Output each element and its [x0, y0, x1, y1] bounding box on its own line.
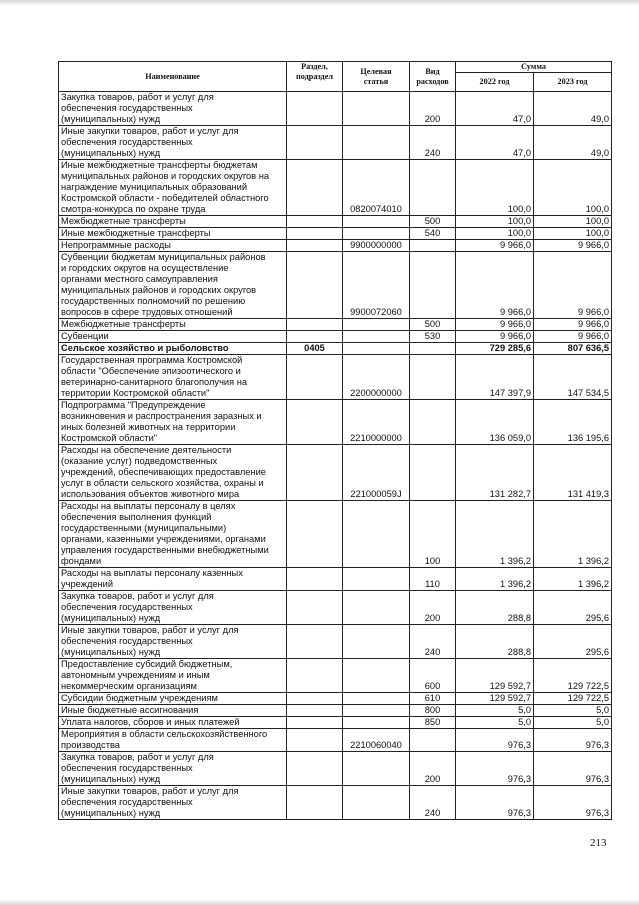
cell-section — [287, 126, 343, 160]
table-row — [59, 445, 612, 501]
table-row — [59, 625, 612, 659]
cell-target: 0820074010 — [343, 160, 410, 216]
cell-name: Иные закупки товаров, работ и услуг для обеспечения государственных (муниципальных) нужд — [59, 786, 287, 820]
table-row — [59, 568, 612, 591]
cell-name: Расходы на выплаты персоналу казенных учреждений — [59, 568, 287, 591]
cell-2023: 100,0 — [534, 216, 612, 228]
cell-target — [343, 501, 410, 568]
cell-2022: 288,8 — [456, 625, 534, 659]
cell-section — [287, 591, 343, 625]
cell-2023: 976,3 — [534, 729, 612, 752]
cell-2023: 807 636,5 — [534, 343, 612, 355]
cell-2023: 147 534,5 — [534, 355, 612, 400]
cell-kind — [410, 400, 456, 445]
table-header — [59, 62, 612, 92]
cell-section — [287, 717, 343, 729]
cell-section — [287, 355, 343, 400]
table-row — [59, 252, 612, 319]
cell-name: Закупка товаров, работ и услуг для обеспечения государственных (муниципальных) нужд — [59, 752, 287, 786]
table-row — [59, 705, 612, 717]
cell-section — [287, 693, 343, 705]
cell-2023: 129 722,5 — [534, 659, 612, 693]
cell-target — [343, 717, 410, 729]
header-kind: Вид расходов — [410, 62, 456, 92]
cell-kind: 200 — [410, 591, 456, 625]
cell-target — [343, 693, 410, 705]
cell-2022: 100,0 — [456, 216, 534, 228]
cell-name: Мероприятия в области сельскохозяйственного производства — [59, 729, 287, 752]
table-row — [59, 240, 612, 252]
cell-2022: 100,0 — [456, 160, 534, 216]
cell-name: Уплата налогов, сборов и иных платежей — [59, 717, 287, 729]
cell-kind: 600 — [410, 659, 456, 693]
cell-target: 221000059J — [343, 445, 410, 501]
table-row — [59, 160, 612, 216]
cell-2023: 295,6 — [534, 591, 612, 625]
cell-target — [343, 752, 410, 786]
cell-section — [287, 240, 343, 252]
cell-2023: 100,0 — [534, 160, 612, 216]
cell-name: Иные закупки товаров, работ и услуг для обеспечения государственных (муниципальных) нужд — [59, 126, 287, 160]
table-row — [59, 331, 612, 343]
cell-name: Иные закупки товаров, работ и услуг для обеспечения государственных (муниципальных) нужд — [59, 625, 287, 659]
cell-name: Субвенции бюджетам муниципальных районов и городских округов на осуществление органами местного самоуправления муниципальных районов и городских округов государственных полномочий по решению вопросов в сфере трудовых отношений — [59, 252, 287, 319]
cell-2023: 100,0 — [534, 228, 612, 240]
cell-target — [343, 216, 410, 228]
table-row — [59, 786, 612, 820]
cell-section — [287, 659, 343, 693]
cell-target — [343, 786, 410, 820]
cell-section — [287, 228, 343, 240]
cell-2023: 976,3 — [534, 752, 612, 786]
cell-2022: 136 059,0 — [456, 400, 534, 445]
scan-bottom-edge — [0, 899, 639, 905]
cell-kind — [410, 729, 456, 752]
cell-section — [287, 216, 343, 228]
cell-section — [287, 92, 343, 126]
table-row — [59, 228, 612, 240]
cell-2023: 49,0 — [534, 92, 612, 126]
cell-target — [343, 228, 410, 240]
cell-2023: 9 966,0 — [534, 331, 612, 343]
cell-kind — [410, 445, 456, 501]
header-sum: Сумма — [456, 62, 612, 73]
cell-kind — [410, 240, 456, 252]
table-row — [59, 400, 612, 445]
cell-name: Субсидии бюджетным учреждениям — [59, 693, 287, 705]
budget-table — [58, 61, 612, 820]
cell-section — [287, 786, 343, 820]
cell-kind: 610 — [410, 693, 456, 705]
cell-target: 2210000000 — [343, 400, 410, 445]
table-row — [59, 501, 612, 568]
cell-2023: 1 396,2 — [534, 568, 612, 591]
cell-kind — [410, 355, 456, 400]
cell-2022: 129 592,7 — [456, 659, 534, 693]
page-number: 213 — [590, 837, 607, 849]
cell-kind — [410, 160, 456, 216]
cell-section — [287, 160, 343, 216]
cell-target: 2200000000 — [343, 355, 410, 400]
cell-kind: 240 — [410, 625, 456, 659]
cell-kind: 850 — [410, 717, 456, 729]
cell-2022: 1 396,2 — [456, 501, 534, 568]
cell-target: 9900072060 — [343, 252, 410, 319]
cell-kind: 540 — [410, 228, 456, 240]
cell-kind — [410, 343, 456, 355]
cell-2022: 9 966,0 — [456, 331, 534, 343]
table-row — [59, 752, 612, 786]
cell-target — [343, 591, 410, 625]
cell-name: Предоставление субсидий бюджетным, автономным учреждениям и иным некоммерческим организациям — [59, 659, 287, 693]
table-row — [59, 659, 612, 693]
cell-name: Расходы на выплаты персоналу в целях обеспечения выполнения функций государственными (муниципальными) органами, казенными учреждениями, органами управления государственными внебюджетными фондами — [59, 501, 287, 568]
cell-2023: 129 722,5 — [534, 693, 612, 705]
cell-2023: 9 966,0 — [534, 319, 612, 331]
cell-kind: 200 — [410, 92, 456, 126]
cell-2022: 147 397,9 — [456, 355, 534, 400]
cell-2022: 976,3 — [456, 752, 534, 786]
cell-section — [287, 752, 343, 786]
cell-name: Государственная программа Костромской области "Обеспечение эпизоотического и ветеринарно-санитарного благополучия на территории Костромской области" — [59, 355, 287, 400]
cell-section — [287, 625, 343, 659]
cell-kind: 200 — [410, 752, 456, 786]
cell-section — [287, 331, 343, 343]
cell-section — [287, 252, 343, 319]
cell-name: Непрограммные расходы — [59, 240, 287, 252]
cell-section: 0405 — [287, 343, 343, 355]
cell-section — [287, 568, 343, 591]
cell-2022: 5,0 — [456, 717, 534, 729]
cell-name: Иные межбюджетные трансферты — [59, 228, 287, 240]
cell-target — [343, 92, 410, 126]
cell-2022: 9 966,0 — [456, 319, 534, 331]
cell-2022: 976,3 — [456, 786, 534, 820]
cell-target — [343, 659, 410, 693]
cell-kind: 240 — [410, 126, 456, 160]
cell-2022: 100,0 — [456, 228, 534, 240]
cell-2022: 131 282,7 — [456, 445, 534, 501]
cell-2022: 47,0 — [456, 126, 534, 160]
cell-2023: 131 419,3 — [534, 445, 612, 501]
cell-kind: 500 — [410, 216, 456, 228]
cell-2023: 976,3 — [534, 786, 612, 820]
cell-target — [343, 319, 410, 331]
cell-2023: 9 966,0 — [534, 252, 612, 319]
cell-2022: 288,8 — [456, 591, 534, 625]
table-row — [59, 319, 612, 331]
table-row — [59, 92, 612, 126]
table-row — [59, 729, 612, 752]
cell-target: 9900000000 — [343, 240, 410, 252]
cell-2023: 295,6 — [534, 625, 612, 659]
cell-kind: 530 — [410, 331, 456, 343]
cell-target: 2210060040 — [343, 729, 410, 752]
cell-name: Закупка товаров, работ и услуг для обеспечения государственных (муниципальных) нужд — [59, 92, 287, 126]
header-year-2023: 2023 год — [534, 73, 612, 92]
cell-section — [287, 729, 343, 752]
cell-kind: 110 — [410, 568, 456, 591]
cell-name: Межбюджетные трансферты — [59, 216, 287, 228]
cell-2022: 47,0 — [456, 92, 534, 126]
cell-name: Закупка товаров, работ и услуг для обеспечения государственных (муниципальных) нужд — [59, 591, 287, 625]
header-name: Наименование — [59, 62, 287, 92]
cell-2023: 5,0 — [534, 717, 612, 729]
cell-section — [287, 445, 343, 501]
cell-2022: 976,3 — [456, 729, 534, 752]
cell-2022: 729 285,6 — [456, 343, 534, 355]
cell-kind: 240 — [410, 786, 456, 820]
header-section: Раздел, подраздел — [287, 62, 343, 92]
cell-2022: 129 592,7 — [456, 693, 534, 705]
cell-2023: 49,0 — [534, 126, 612, 160]
cell-section — [287, 319, 343, 331]
cell-target — [343, 343, 410, 355]
cell-kind: 100 — [410, 501, 456, 568]
cell-2023: 5,0 — [534, 705, 612, 717]
cell-2023: 9 966,0 — [534, 240, 612, 252]
table-row — [59, 216, 612, 228]
cell-target — [343, 705, 410, 717]
table-row — [59, 355, 612, 400]
table-row — [59, 591, 612, 625]
cell-target — [343, 625, 410, 659]
cell-target — [343, 126, 410, 160]
cell-section — [287, 705, 343, 717]
table-body — [59, 92, 612, 820]
cell-kind: 800 — [410, 705, 456, 717]
cell-name: Подпрограмма "Предупреждение возникновения и распространения заразных и иных болезней животных на территории Костромской области" — [59, 400, 287, 445]
cell-2022: 1 396,2 — [456, 568, 534, 591]
cell-section — [287, 501, 343, 568]
table-row — [59, 693, 612, 705]
cell-kind — [410, 252, 456, 319]
table-row — [59, 343, 612, 355]
scan-top-edge — [0, 0, 639, 6]
cell-name: Сельское хозяйство и рыболовство — [59, 343, 287, 355]
header-year-2022: 2022 год — [456, 73, 534, 92]
cell-kind: 500 — [410, 319, 456, 331]
cell-section — [287, 400, 343, 445]
cell-2022: 9 966,0 — [456, 240, 534, 252]
table-row — [59, 717, 612, 729]
cell-target — [343, 568, 410, 591]
table-row — [59, 126, 612, 160]
cell-2023: 1 396,2 — [534, 501, 612, 568]
cell-target — [343, 331, 410, 343]
cell-2022: 5,0 — [456, 705, 534, 717]
cell-name: Субвенции — [59, 331, 287, 343]
cell-2023: 136 195,6 — [534, 400, 612, 445]
cell-name: Иные бюджетные ассигнования — [59, 705, 287, 717]
header-target: Целевая статья — [343, 62, 410, 92]
cell-name: Расходы на обеспечение деятельности (оказание услуг) подведомственных учреждений, обеспечивающих предоставление услуг в области сельского хозяйства, охраны и использования объектов животного мира — [59, 445, 287, 501]
cell-2022: 9 966,0 — [456, 252, 534, 319]
cell-name: Межбюджетные трансферты — [59, 319, 287, 331]
cell-name: Иные межбюджетные трансферты бюджетам муниципальных районов и городских округов на награждение муниципальных образований Костромской области - победителей областного смотра-конкурса по охране труда — [59, 160, 287, 216]
